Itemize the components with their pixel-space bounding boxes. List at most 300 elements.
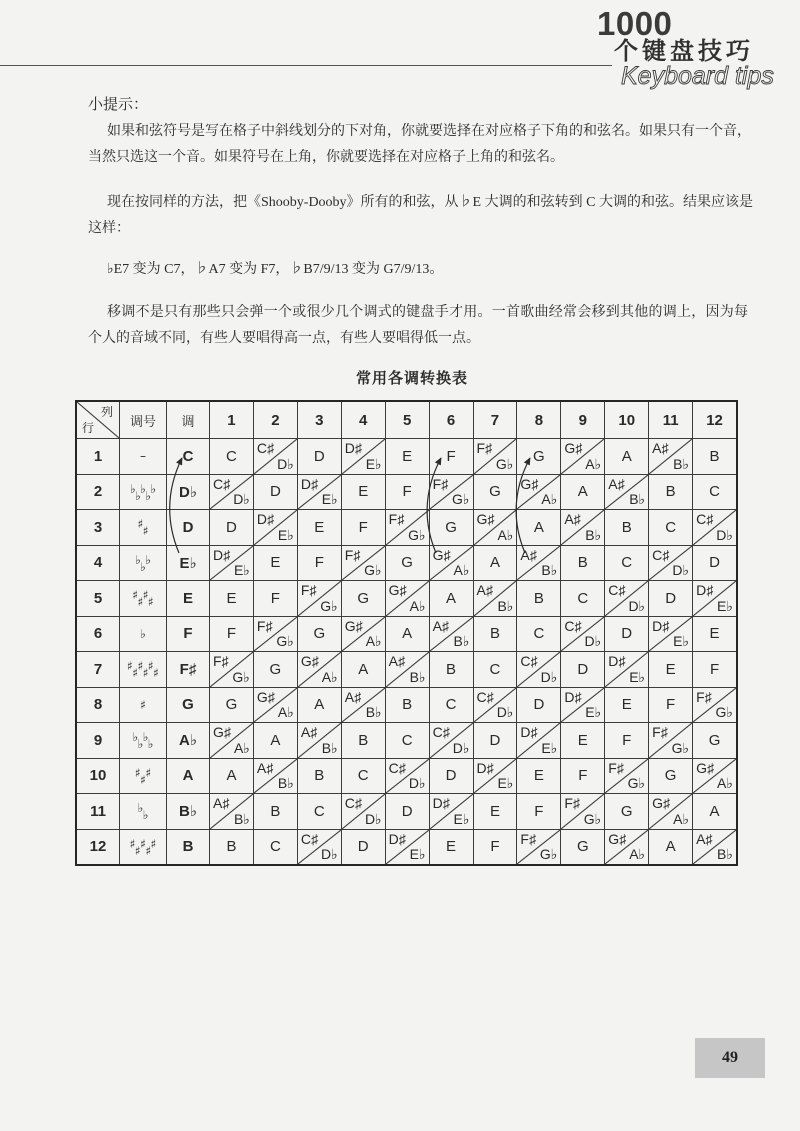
header-column-1: 1 xyxy=(210,402,253,438)
sharp-note: D♯ xyxy=(432,795,450,811)
sharp-note: A♯ xyxy=(696,830,713,847)
split-note-cell xyxy=(210,652,253,687)
sharp-note: D♯ xyxy=(652,617,670,634)
sharp-note: A♯ xyxy=(300,724,318,740)
note-cell: B xyxy=(605,510,648,545)
key-signature-glyph: ♭ xyxy=(142,730,149,745)
sharp-note: A♯ xyxy=(520,546,537,563)
split-note-cell xyxy=(342,794,385,829)
note-cell: E xyxy=(210,581,253,616)
flat-note: E♭ xyxy=(277,526,294,543)
sharp-note: C♯ xyxy=(388,759,406,776)
note-cell: D xyxy=(386,794,429,829)
page-number: 49 xyxy=(695,1038,765,1078)
key-signature-glyph: ♯ xyxy=(137,595,144,610)
flat-note: B♭ xyxy=(233,810,250,827)
key-signature-glyph: ♯ xyxy=(145,843,152,858)
note-cell: F xyxy=(254,581,297,616)
key-name: C xyxy=(167,439,209,474)
key-name: E xyxy=(167,581,209,616)
key-signature-glyph: ♯ xyxy=(140,772,146,787)
paragraph-line: 这样： xyxy=(88,221,130,236)
note-cell: G xyxy=(605,794,648,829)
note-cell: C xyxy=(342,759,385,794)
split-note-cell xyxy=(474,581,517,616)
key-signature-glyph: ♯ xyxy=(145,765,152,780)
flat-note: G♭ xyxy=(232,668,250,685)
sharp-note: C♯ xyxy=(564,617,582,634)
header-key: 调 xyxy=(167,402,209,438)
sharp-note: G♯ xyxy=(432,546,451,563)
row-number: 5 xyxy=(77,581,119,616)
note-cell: C xyxy=(298,794,341,829)
note-cell: B xyxy=(386,688,429,723)
transposition-example xyxy=(88,257,748,283)
note-cell: C xyxy=(386,723,429,758)
flat-note: E♭ xyxy=(233,562,250,578)
sharp-note: D♯ xyxy=(564,688,582,705)
row-number: 12 xyxy=(77,830,119,865)
key-name: A xyxy=(167,759,209,794)
key-signature-glyph: ♭ xyxy=(135,488,141,503)
flat-note: G♭ xyxy=(364,562,382,578)
note-cell: C xyxy=(605,546,648,581)
flat-note: B♭ xyxy=(717,846,733,862)
flat-note: B♭ xyxy=(409,668,426,685)
note-cell: F xyxy=(386,475,429,510)
sharp-note: D♯ xyxy=(696,582,714,598)
split-note-cell xyxy=(386,830,429,865)
note-cell: A xyxy=(430,581,473,616)
sharp-note: A♯ xyxy=(608,475,625,492)
flat-note: D♭ xyxy=(584,633,602,649)
note-cell: D xyxy=(430,759,473,794)
split-note-cell xyxy=(254,688,297,723)
split-note-cell xyxy=(430,475,473,510)
paragraph-line: 现在按同样的方法，把《Shooby-Dooby》所有的和弦，从♭E 大调的和弦转到 C 大调的和弦。结果应该是 xyxy=(107,195,753,210)
key-name: B♭ xyxy=(167,794,209,829)
note-cell: A xyxy=(693,794,736,829)
series-title-en: Keyboard tips xyxy=(621,62,774,90)
series-title-cn: 个键盘技巧 xyxy=(614,37,754,65)
key-signature xyxy=(120,830,166,865)
note-cell: G xyxy=(342,581,385,616)
split-note-cell xyxy=(693,759,736,794)
flat-note: E♭ xyxy=(673,633,690,649)
note-cell: B xyxy=(342,723,385,758)
flat-note: B♭ xyxy=(365,704,382,720)
series-number: 1000 xyxy=(597,5,673,42)
note-cell: C xyxy=(517,617,560,652)
key-signature-glyph: ♯ xyxy=(150,836,157,851)
split-note-cell xyxy=(254,617,297,652)
key-name: D♭ xyxy=(167,475,209,510)
sharp-note: D♯ xyxy=(388,830,406,847)
key-signature-glyph: ♯ xyxy=(142,588,149,603)
note-cell: E xyxy=(254,546,297,581)
note-cell: F xyxy=(605,723,648,758)
key-signature-glyph: ♭ xyxy=(145,488,151,503)
key-signature-glyph: ♯ xyxy=(142,666,149,681)
key-signature: ♯ xyxy=(120,688,166,723)
table-corner-header xyxy=(77,402,119,438)
note-cell: G xyxy=(649,759,692,794)
sharp-note: C♯ xyxy=(476,688,494,705)
header-column-6: 6 xyxy=(430,402,473,438)
key-signature-glyph: ♯ xyxy=(153,666,159,681)
note-cell: C xyxy=(254,830,297,865)
note-cell: A xyxy=(342,652,385,687)
split-note-cell xyxy=(693,510,736,545)
split-note-cell xyxy=(474,759,517,794)
note-cell: E xyxy=(605,688,648,723)
note-cell: A xyxy=(561,475,604,510)
note-cell: D xyxy=(649,581,692,616)
flat-note: E♭ xyxy=(497,775,514,791)
split-note-cell xyxy=(210,546,253,581)
flat-note: G♭ xyxy=(627,775,646,791)
split-note-cell xyxy=(561,439,604,474)
flat-note: D♭ xyxy=(321,846,338,862)
sharp-note: F♯ xyxy=(300,582,317,598)
note-cell: A xyxy=(605,439,648,474)
key-signature-glyph: ♯ xyxy=(142,524,149,539)
sharp-note: C♯ xyxy=(213,475,231,492)
key-signature-glyph: ♭ xyxy=(142,808,149,823)
note-cell: D xyxy=(474,723,517,758)
sharp-note: C♯ xyxy=(608,582,626,598)
table-title: 常用各调转换表 xyxy=(355,369,468,387)
note-cell: A xyxy=(298,688,341,723)
flat-note: G♭ xyxy=(408,526,426,543)
key-signature-glyph: ♯ xyxy=(147,595,154,610)
key-signature-glyph: ♭ xyxy=(150,481,156,496)
key-signature xyxy=(120,723,166,758)
note-cell: E xyxy=(298,510,341,545)
row-number: 6 xyxy=(77,617,119,652)
sharp-note: G♯ xyxy=(213,724,231,740)
key-signature xyxy=(120,581,166,616)
split-note-cell xyxy=(561,510,604,545)
sharp-note: G♯ xyxy=(300,653,319,669)
note-cell: F xyxy=(298,546,341,581)
sharp-note: F♯ xyxy=(520,830,536,847)
row-number: 9 xyxy=(77,723,119,758)
note-cell: A xyxy=(474,546,517,581)
tip-heading: 小提示： xyxy=(88,97,149,113)
sharp-note: A♯ xyxy=(344,688,362,705)
key-signature-glyph: ♭ xyxy=(132,730,139,745)
key-signature-glyph: ♯ xyxy=(140,836,146,851)
sharp-note: C♯ xyxy=(344,795,362,811)
key-signature: ♭ xyxy=(120,617,166,652)
note-cell: G xyxy=(254,652,297,687)
key-signature xyxy=(120,759,166,794)
note-cell: F xyxy=(210,617,253,652)
flat-note: G♭ xyxy=(320,597,338,614)
note-cell: F xyxy=(342,510,385,545)
split-note-cell xyxy=(430,794,473,829)
key-signature: – xyxy=(120,439,166,474)
key-signature-glyph: ♯ xyxy=(147,659,154,674)
sharp-note: G♯ xyxy=(344,617,363,634)
sharp-note: F♯ xyxy=(432,475,449,492)
flat-note: G♭ xyxy=(671,739,690,756)
sharp-note: F♯ xyxy=(652,724,668,740)
note-cell: C xyxy=(474,652,517,687)
key-signature xyxy=(120,652,166,687)
flat-note: D♭ xyxy=(364,810,382,827)
note-cell: E xyxy=(342,475,385,510)
sharp-note: C♯ xyxy=(432,724,450,740)
note-cell: B xyxy=(430,652,473,687)
sharp-note: C♯ xyxy=(652,546,670,563)
flat-note: G♭ xyxy=(715,704,733,720)
split-note-cell xyxy=(517,546,560,581)
flat-note: A♭ xyxy=(673,810,690,827)
key-signature-glyph: ♭ xyxy=(140,481,146,496)
row-number: 8 xyxy=(77,688,119,723)
key-signature-glyph: ♯ xyxy=(134,765,141,780)
flat-note: E♭ xyxy=(321,491,338,507)
note-cell: C xyxy=(693,475,736,510)
paragraph-line: 个人的音域不同，有些人要唱得高一点，有些人要唱得低一点。 xyxy=(88,331,480,346)
flat-note: G♭ xyxy=(276,633,294,649)
sharp-note: A♯ xyxy=(564,511,581,527)
sharp-note: G♯ xyxy=(608,830,627,847)
sharp-note: A♯ xyxy=(476,582,493,598)
key-signature-glyph: ♯ xyxy=(137,659,144,674)
key-name: B xyxy=(167,830,209,865)
sharp-note: A♯ xyxy=(432,617,449,634)
flat-note: B♭ xyxy=(277,775,294,791)
key-signature xyxy=(120,475,166,510)
note-cell: D xyxy=(561,652,604,687)
flat-note: A♭ xyxy=(497,526,514,543)
split-note-cell xyxy=(474,688,517,723)
flat-note: A♭ xyxy=(321,668,338,685)
note-cell: B xyxy=(298,759,341,794)
sharp-note: A♯ xyxy=(388,653,405,669)
key-signature-glyph: ♭ xyxy=(145,552,151,567)
header-column-10: 10 xyxy=(605,402,648,438)
flat-note: D♭ xyxy=(540,668,558,685)
split-note-cell xyxy=(386,759,429,794)
split-note-cell xyxy=(649,546,692,581)
sharp-note: C♯ xyxy=(300,830,318,847)
note-cell: F xyxy=(693,652,736,687)
split-note-cell xyxy=(561,794,604,829)
flat-note: D♭ xyxy=(716,526,733,543)
sharp-note: A♯ xyxy=(256,759,274,776)
sharp-note: D♯ xyxy=(300,475,318,492)
note-cell: F xyxy=(474,830,517,865)
corner-row-label: 行 xyxy=(82,421,95,435)
key-signature-glyph: ♭ xyxy=(137,737,144,752)
split-note-cell xyxy=(517,830,560,865)
split-note-cell xyxy=(693,688,736,723)
note-cell: C xyxy=(649,510,692,545)
note-cell: D xyxy=(298,439,341,474)
header-column-3: 3 xyxy=(298,402,341,438)
note-cell: D xyxy=(210,510,253,545)
key-signature xyxy=(120,794,166,829)
header-column-11: 11 xyxy=(649,402,692,438)
split-note-cell xyxy=(605,652,648,687)
note-cell: E xyxy=(474,794,517,829)
header-column-12: 12 xyxy=(693,402,736,438)
key-signature-glyph: ♭ xyxy=(135,552,141,567)
key-signature-glyph: ♯ xyxy=(132,666,139,681)
split-note-cell xyxy=(474,510,517,545)
split-note-cell xyxy=(210,794,253,829)
sharp-note: F♯ xyxy=(696,688,712,705)
split-note-cell xyxy=(517,475,560,510)
split-note-cell xyxy=(342,617,385,652)
paragraph-line: ♭E7 变为 C7，♭A7 变为 F7，♭B7/9/13 变为 G7/9/13。 xyxy=(107,262,444,277)
flat-note: A♭ xyxy=(541,491,558,507)
note-cell: E xyxy=(517,759,560,794)
split-note-cell xyxy=(298,830,341,865)
flat-note: D♭ xyxy=(277,455,294,472)
key-name: D xyxy=(167,510,209,545)
split-note-cell xyxy=(605,759,648,794)
sharp-note: D♯ xyxy=(520,724,538,740)
flat-note: A♭ xyxy=(585,455,602,472)
sharp-note: A♯ xyxy=(652,440,669,456)
sharp-note: G♯ xyxy=(256,688,275,705)
note-cell: C xyxy=(210,439,253,474)
paragraph-line: 当然只选这一个音。如果符号在上角，你就要选择在对应格子上角的和弦名。 xyxy=(88,150,564,165)
row-number: 3 xyxy=(77,510,119,545)
split-note-cell xyxy=(298,475,341,510)
flat-note: E♭ xyxy=(585,704,602,720)
note-cell: D xyxy=(254,475,297,510)
key-signature-glyph: ♭ xyxy=(130,481,136,496)
note-cell: B xyxy=(210,830,253,865)
sharp-note: D♯ xyxy=(608,653,626,669)
sharp-note: D♯ xyxy=(476,759,494,776)
note-cell: D xyxy=(605,617,648,652)
split-note-cell xyxy=(254,510,297,545)
header-rule xyxy=(0,65,612,66)
note-cell: G xyxy=(210,688,253,723)
flat-note: D♭ xyxy=(452,739,470,756)
row-number: 4 xyxy=(77,546,119,581)
note-cell: E xyxy=(693,617,736,652)
flat-note: G♭ xyxy=(539,846,558,862)
note-cell: F xyxy=(561,759,604,794)
header-column-4: 4 xyxy=(342,402,385,438)
key-name: A♭ xyxy=(167,723,209,758)
key-signature-glyph: ♯ xyxy=(132,588,139,603)
note-cell: A xyxy=(649,830,692,865)
key-signature-glyph: ♯ xyxy=(137,517,144,532)
sharp-note: F♯ xyxy=(256,617,273,634)
split-note-cell xyxy=(474,439,517,474)
split-note-cell xyxy=(605,475,648,510)
note-cell: D xyxy=(517,688,560,723)
header-column-7: 7 xyxy=(474,402,517,438)
flat-note: B♭ xyxy=(321,739,338,756)
key-conversion-table xyxy=(75,400,738,866)
note-cell: A xyxy=(254,723,297,758)
key-signature xyxy=(120,510,166,545)
key-signature-glyph: ♭ xyxy=(140,559,146,574)
split-note-cell xyxy=(561,617,604,652)
key-signature-glyph: ♯ xyxy=(127,659,133,674)
note-cell: B xyxy=(561,546,604,581)
flat-note: D♭ xyxy=(408,775,426,791)
split-note-cell xyxy=(517,723,560,758)
flat-note: B♭ xyxy=(673,455,690,472)
sharp-note: D♯ xyxy=(344,440,362,456)
flat-note: G♭ xyxy=(452,491,470,507)
note-cell: B xyxy=(474,617,517,652)
note-cell: D xyxy=(342,830,385,865)
row-number: 7 xyxy=(77,652,119,687)
key-signature-glyph: ♭ xyxy=(137,801,144,816)
split-note-cell xyxy=(386,581,429,616)
split-note-cell xyxy=(254,439,297,474)
split-note-cell xyxy=(649,723,692,758)
flat-note: A♭ xyxy=(717,775,733,791)
header-column-8: 8 xyxy=(517,402,560,438)
flat-note: E♭ xyxy=(409,846,426,862)
key-name: F♯ xyxy=(167,652,209,687)
sharp-note: G♯ xyxy=(564,440,583,456)
flat-note: B♭ xyxy=(541,562,558,578)
flat-note: A♭ xyxy=(453,562,470,578)
paragraph-line: 如果和弦符号是写在格子中斜线划分的下对角，你就要选择在对应格子下角的和弦名。如果只有一个音， xyxy=(107,124,751,139)
split-note-cell xyxy=(649,794,692,829)
split-note-cell xyxy=(342,546,385,581)
sharp-note: F♯ xyxy=(564,795,580,811)
split-note-cell xyxy=(693,581,736,616)
sharp-note: F♯ xyxy=(213,653,229,669)
split-note-cell xyxy=(298,652,341,687)
split-note-cell xyxy=(254,759,297,794)
split-note-cell xyxy=(605,581,648,616)
note-cell: F xyxy=(517,794,560,829)
flat-note: G♭ xyxy=(583,810,602,827)
sharp-note: G♯ xyxy=(696,759,714,776)
corner-column-label: 列 xyxy=(100,405,113,419)
note-cell: E xyxy=(561,723,604,758)
note-cell: B xyxy=(517,581,560,616)
note-cell: C xyxy=(561,581,604,616)
flat-note: D♭ xyxy=(496,704,514,720)
note-cell: G xyxy=(474,475,517,510)
note-cell: B xyxy=(693,439,736,474)
note-cell: F xyxy=(430,439,473,474)
note-cell: A xyxy=(517,510,560,545)
flat-note: B♭ xyxy=(585,526,602,543)
sharp-note: A♯ xyxy=(213,795,230,811)
split-note-cell xyxy=(430,617,473,652)
split-note-cell xyxy=(517,652,560,687)
flat-note: A♭ xyxy=(409,597,426,614)
tip-paragraph-1 xyxy=(88,119,751,171)
split-note-cell xyxy=(342,439,385,474)
split-note-cell xyxy=(386,510,429,545)
flat-note: A♭ xyxy=(233,739,250,756)
key-signature-glyph: ♯ xyxy=(129,836,136,851)
header-column-2: 2 xyxy=(254,402,297,438)
header-column-5: 5 xyxy=(386,402,429,438)
row-number: 2 xyxy=(77,475,119,510)
note-cell: A xyxy=(386,617,429,652)
